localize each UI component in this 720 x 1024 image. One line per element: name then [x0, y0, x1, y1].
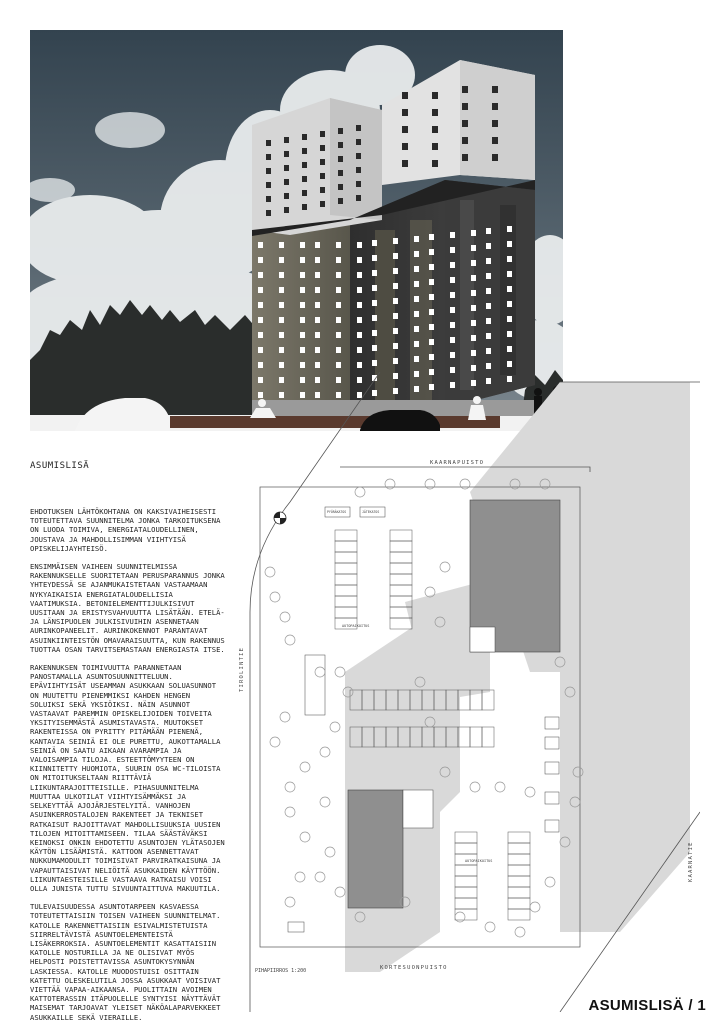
- window: [279, 362, 284, 368]
- window: [507, 316, 512, 322]
- window: [266, 154, 271, 160]
- window: [486, 243, 491, 249]
- window: [402, 109, 408, 116]
- parking-label-south: AUTOPAIKOITUS: [465, 859, 493, 863]
- window: [356, 139, 361, 145]
- window: [320, 159, 325, 165]
- window: [258, 302, 263, 308]
- tree: [285, 897, 295, 907]
- window: [336, 302, 341, 308]
- window: [414, 296, 419, 302]
- building-render-image: [30, 30, 563, 431]
- window: [372, 255, 377, 261]
- tree: [315, 872, 325, 882]
- tree: [325, 847, 335, 857]
- tree: [460, 479, 470, 489]
- window: [315, 362, 320, 368]
- site-plan: [230, 372, 700, 1012]
- parking-space: [335, 585, 357, 596]
- parking-space: [455, 909, 477, 920]
- window: [492, 137, 498, 144]
- window: [432, 160, 438, 167]
- window: [315, 242, 320, 248]
- window: [258, 332, 263, 338]
- window: [336, 257, 341, 263]
- window: [429, 234, 434, 240]
- window: [450, 292, 455, 298]
- window: [357, 362, 362, 368]
- tree: [295, 872, 305, 882]
- window: [462, 120, 468, 127]
- window: [336, 347, 341, 353]
- window: [336, 287, 341, 293]
- window: [302, 176, 307, 182]
- window: [450, 337, 455, 343]
- window: [284, 207, 289, 213]
- window: [336, 317, 341, 323]
- window: [372, 285, 377, 291]
- window: [300, 362, 305, 368]
- window: [302, 190, 307, 196]
- window: [320, 131, 325, 137]
- waste-label: JÄTEKATOS: [362, 510, 380, 514]
- window: [258, 287, 263, 293]
- window: [486, 288, 491, 294]
- window: [279, 242, 284, 248]
- window: [336, 332, 341, 338]
- parking-space: [508, 832, 530, 843]
- paragraph-intro: EHDOTUKSEN LÄHTÖKOHTANA ON KAKSIVAIHEISESTI TOTEUTETTAVA SUUNNITELMA JONKA TARKOITUKSENA ON LUODA TOIMIVA, ENERGIATALOUDELLINEN, JOUSTAVA JA MAHDOLLISIMMAN VIIHTYISÄ OPISKELIJAYHTEISÖ.: [30, 507, 221, 553]
- parking-space: [482, 727, 494, 747]
- parking-space: [508, 843, 530, 854]
- parking-space: [455, 843, 477, 854]
- window: [356, 167, 361, 173]
- window: [393, 283, 398, 289]
- window: [258, 347, 263, 353]
- window: [486, 318, 491, 324]
- window: [432, 109, 438, 116]
- window: [450, 232, 455, 238]
- parking-space: [470, 727, 482, 747]
- window: [414, 356, 419, 362]
- tree: [270, 592, 280, 602]
- window: [429, 294, 434, 300]
- window: [402, 160, 408, 167]
- window: [450, 247, 455, 253]
- tree: [440, 562, 450, 572]
- window: [284, 165, 289, 171]
- tree: [515, 927, 525, 937]
- parking-space: [508, 854, 530, 865]
- parking-space: [335, 596, 357, 607]
- parking-space: [390, 530, 412, 541]
- tree: [300, 832, 310, 842]
- window: [450, 307, 455, 313]
- window: [300, 287, 305, 293]
- window: [471, 290, 476, 296]
- street-label-east: KAARNATIE: [688, 841, 694, 882]
- tree: [545, 877, 555, 887]
- south-building: [348, 790, 403, 908]
- window: [432, 92, 438, 99]
- parking-space: [335, 541, 357, 552]
- window: [320, 201, 325, 207]
- tree: [285, 635, 295, 645]
- window: [414, 236, 419, 242]
- parking-space: [390, 585, 412, 596]
- tree: [530, 902, 540, 912]
- window: [300, 317, 305, 323]
- window: [486, 303, 491, 309]
- tree: [320, 747, 330, 757]
- window: [462, 137, 468, 144]
- parking-space: [335, 552, 357, 563]
- window: [357, 257, 362, 263]
- window: [393, 343, 398, 349]
- window: [258, 317, 263, 323]
- window: [315, 332, 320, 338]
- window: [429, 354, 434, 360]
- window: [429, 279, 434, 285]
- tree: [335, 887, 345, 897]
- window: [279, 257, 284, 263]
- tree: [425, 479, 435, 489]
- window: [393, 358, 398, 364]
- window: [450, 322, 455, 328]
- parking-space: [335, 607, 357, 618]
- window: [338, 142, 343, 148]
- window: [284, 137, 289, 143]
- tree: [525, 787, 535, 797]
- window: [338, 184, 343, 190]
- window: [486, 258, 491, 264]
- window: [414, 311, 419, 317]
- window: [462, 86, 468, 93]
- window: [315, 272, 320, 278]
- window: [372, 315, 377, 321]
- window: [357, 302, 362, 308]
- window: [266, 182, 271, 188]
- parking-space: [390, 541, 412, 552]
- parking-space: [455, 887, 477, 898]
- tree: [285, 782, 295, 792]
- window: [279, 302, 284, 308]
- parking-space: [390, 618, 412, 629]
- window: [507, 241, 512, 247]
- paragraph-phase-one: ENSIMMÄISEN VAIHEEN SUUNNITELMISSA RAKENNUKSELLE SUORITETAAN PERUSPARANNUS JONKA YHTEYDESSÄ SE AJANMUKAISTETAAN VASTAAMAAN NYKYAIKAISIA ENERGIATALOUDELLISIA VAATIMUKSIA. BETONIELEMENTTIJULKISIVUT UUSITAAN JA ERISTYSVAHVUUTTA LISÄTÄÄN. ETELÄ- JA LÄNSIPUOLEN JULKISIVUIHIN ASENNETAAN AURINKOPANEELIT. AURINKOKENNOT PARANTAVAT ASUINKIINTEISTÖN OMAVARAISUUTTA, KUN RAKENNUS TUOTTAA OSAN TARVITSEMASTAAN ENERGIASTA ITSE.: [30, 562, 225, 654]
- window: [300, 242, 305, 248]
- window: [320, 173, 325, 179]
- tree: [355, 487, 365, 497]
- window: [338, 156, 343, 162]
- window: [393, 238, 398, 244]
- window: [357, 287, 362, 293]
- window: [372, 360, 377, 366]
- window: [284, 193, 289, 199]
- bike-label: PYÖRÄKATOS: [327, 510, 347, 514]
- window: [357, 272, 362, 278]
- window: [279, 332, 284, 338]
- north-arrow-icon: [274, 512, 286, 524]
- window: [507, 346, 512, 352]
- tree: [470, 782, 480, 792]
- parking-label: AUTOPAIKOITUS: [342, 624, 370, 628]
- window: [302, 204, 307, 210]
- window: [402, 143, 408, 150]
- parking-space: [508, 887, 530, 898]
- window: [393, 313, 398, 319]
- window: [450, 262, 455, 268]
- window: [492, 103, 498, 110]
- window: [429, 324, 434, 330]
- window: [315, 287, 320, 293]
- window: [393, 298, 398, 304]
- window: [320, 187, 325, 193]
- window: [414, 251, 419, 257]
- window: [258, 362, 263, 368]
- window: [507, 226, 512, 232]
- window: [471, 320, 476, 326]
- window: [279, 287, 284, 293]
- window: [356, 153, 361, 159]
- parking-space: [508, 909, 530, 920]
- window: [266, 140, 271, 146]
- window: [357, 317, 362, 323]
- parking-space: [455, 832, 477, 843]
- window: [372, 270, 377, 276]
- window: [302, 162, 307, 168]
- window: [300, 302, 305, 308]
- window: [302, 148, 307, 154]
- window: [315, 302, 320, 308]
- parking-space: [508, 876, 530, 887]
- street-label-west: TIROLINTIE: [239, 646, 245, 692]
- window: [258, 257, 263, 263]
- parking-space: [455, 876, 477, 887]
- window: [492, 120, 498, 127]
- window: [357, 242, 362, 248]
- window: [462, 103, 468, 110]
- window: [414, 341, 419, 347]
- window: [507, 256, 512, 262]
- window: [432, 143, 438, 150]
- window: [471, 305, 476, 311]
- sheet-title: ASUMISLISÄ / 1: [588, 997, 706, 1014]
- window: [336, 362, 341, 368]
- description-text: [30, 507, 226, 1024]
- window: [414, 266, 419, 272]
- parking-space: [335, 574, 357, 585]
- window: [507, 301, 512, 307]
- window: [338, 170, 343, 176]
- window: [471, 350, 476, 356]
- window: [266, 196, 271, 202]
- window: [315, 347, 320, 353]
- parking-space: [390, 574, 412, 585]
- scale-label: PIHAPIIRROS 1:200: [255, 968, 307, 974]
- parking-space: [335, 563, 357, 574]
- window: [315, 317, 320, 323]
- tree: [265, 567, 275, 577]
- window: [356, 181, 361, 187]
- window: [258, 242, 263, 248]
- window: [356, 125, 361, 131]
- window: [507, 361, 512, 367]
- parking-space: [390, 563, 412, 574]
- window: [372, 300, 377, 306]
- window: [402, 92, 408, 99]
- parking-space: [390, 552, 412, 563]
- parking-space: [455, 898, 477, 909]
- tree: [280, 712, 290, 722]
- window: [284, 151, 289, 157]
- window: [338, 128, 343, 134]
- window: [300, 257, 305, 263]
- window: [450, 277, 455, 283]
- window: [266, 168, 271, 174]
- window: [471, 365, 476, 371]
- window: [507, 286, 512, 292]
- street-label-north: KAARNAPUISTO: [430, 460, 485, 466]
- tree: [285, 807, 295, 817]
- parking-space: [455, 865, 477, 876]
- tree: [485, 922, 495, 932]
- tree: [300, 762, 310, 772]
- window: [300, 272, 305, 278]
- window: [284, 179, 289, 185]
- window: [315, 257, 320, 263]
- window: [356, 195, 361, 201]
- window: [471, 275, 476, 281]
- window: [507, 331, 512, 337]
- window: [429, 264, 434, 270]
- paragraph-functionality: RAKENNUKSEN TOIMIVUUTTA PARANNETAAN PANOSTAMALLA ASUNTOSUUNNITTELUUN. EPÄVIIHTYISÄT USEAMMAN ASUKKAAN SOLUASUNNOT ON MUUTETTU PIENEMMIKSI KAHDEN HENGEN SOLUIKSI SEKÄ YKSIÖIKSI. NÄIN ASUNNOT VASTAAVAT PAREMMIN OPISKELIJOIDEN TOIVEITA YKSITYISEMMÄSTÄ ASUMISTAVASTA. MUUTOKSET RAKENTEISSA ON PYRITTY PITÄMÄÄN PIENENÄ, KANTAVIA SEINIÄ EI OLE PURETTU, AUKOTTAMALLA SEINIÄ ON SAATU AIKAAN AVARAMPIA JA VALOISAMPIA TILOJA. ESTEETTÖMYYTEEN ON KIINNITETTY HUOMIOTA, SUURIN OSA WC-TILOISTA ON MITOITUKSELTAAN RIITTÄVIÄ LIIKUNTARAJOITTEISILLE. PIHASUUNNITELMA MUUTTAA ULKOTILAT VIIHTYISÄMMÄKSI JA SELKEYTTÄÄ AJOJÄRJESTELYITÄ. VANHOJEN ASUINKERROSTALOJEN RAKENTEET JA TEKNISET RATKAISUT RAJOITTAVAT MAHDOLLISUUKSIA UUSIEN TILOJEN MITOITTAMISEEN. TILAA SÄÄSTÄVÄKSI KEINOKSI ONKIN EHDOTETTU ASUNTOJEN YLÄTASOJEN KÄYTÖN LISÄÄMISTÄ. KATTOON ASENNETTAVAT NUKKUMAMODULIT TOIMISIVAT PARVIRATKAISUNA JA VAPAUTTAISIVAT NELIÖITÄ ASUKKAIDEN KÄYTTÖÖN. LIIKUNTAESTEISILLE VASTAAVA RATKAISU VOISI OLLA JUNISTA TUTTU SIVUUNTAITTUVA MAKUUTILA.: [30, 663, 225, 893]
- window: [429, 309, 434, 315]
- window: [507, 271, 512, 277]
- window: [357, 332, 362, 338]
- window: [300, 332, 305, 338]
- window: [486, 228, 491, 234]
- window: [450, 352, 455, 358]
- tree: [495, 782, 505, 792]
- window: [429, 249, 434, 255]
- section-heading: ASUMISLISÄ: [30, 461, 90, 471]
- window: [393, 328, 398, 334]
- window: [266, 210, 271, 216]
- window: [372, 330, 377, 336]
- window: [279, 347, 284, 353]
- paragraph-phase-two: TULEVAISUUDESSA ASUNTOTARPEEN KASVAESSA TOTEUTETTAISIIN TOISEN VAIHEEN SUUNNITELMAT. KATOLLE RAKENNETTAISIIN ESIVALMISTETUISTA SIIRRELTÄVISTÄ ASUNTOELEMENTEISTÄ LISÄKERROKSIA. ASUNTOELEMENTIT KASATTAISIIN KATOLLE NOSTURILLA JA NE OLISIVAT MYÖS HELPOSTI POISTETTAVISSA ASUNTOKYSYNNÄN LASKIESSA. KATOLLE MUODOSTUISI OSITTAIN KATETTU OLESKELUTILA JOSSA ASUKKAAT VOISIVAT VIETTÄÄ VAPAA-AIKAANSA. PUOLITTAIN AVOIMEN KATTOTERASSIN ITÄPUOLELLE SYNTYISI NÄYTTÄVÄT MAISEMAT TARJOAVAT YLEISET NÄKÖALAPARVEKKEET ASUKKAILLE SEKÄ VIERAILLE.: [30, 902, 221, 1022]
- tree: [455, 912, 465, 922]
- tree: [320, 797, 330, 807]
- window: [372, 345, 377, 351]
- window: [486, 333, 491, 339]
- window: [302, 134, 307, 140]
- window: [279, 272, 284, 278]
- tree: [335, 667, 345, 677]
- window: [258, 272, 263, 278]
- parking-space: [508, 898, 530, 909]
- tree: [280, 612, 290, 622]
- window: [486, 273, 491, 279]
- parking-space: [335, 530, 357, 541]
- window: [336, 272, 341, 278]
- window: [372, 240, 377, 246]
- window: [432, 126, 438, 133]
- window: [393, 268, 398, 274]
- window: [393, 253, 398, 259]
- street-label-south: KORTESUONPUISTO: [380, 965, 448, 971]
- parking-space: [508, 865, 530, 876]
- window: [414, 281, 419, 287]
- window: [492, 154, 498, 161]
- window: [414, 326, 419, 332]
- window: [486, 348, 491, 354]
- tree: [385, 479, 395, 489]
- window: [357, 347, 362, 353]
- tree: [270, 737, 280, 747]
- window: [429, 339, 434, 345]
- window: [338, 198, 343, 204]
- window: [279, 317, 284, 323]
- window: [471, 260, 476, 266]
- window: [300, 347, 305, 353]
- window: [492, 86, 498, 93]
- window: [471, 335, 476, 341]
- window: [471, 245, 476, 251]
- window: [336, 242, 341, 248]
- window: [486, 363, 491, 369]
- window: [402, 126, 408, 133]
- window: [462, 154, 468, 161]
- tree: [330, 722, 340, 732]
- window: [471, 230, 476, 236]
- window: [320, 145, 325, 151]
